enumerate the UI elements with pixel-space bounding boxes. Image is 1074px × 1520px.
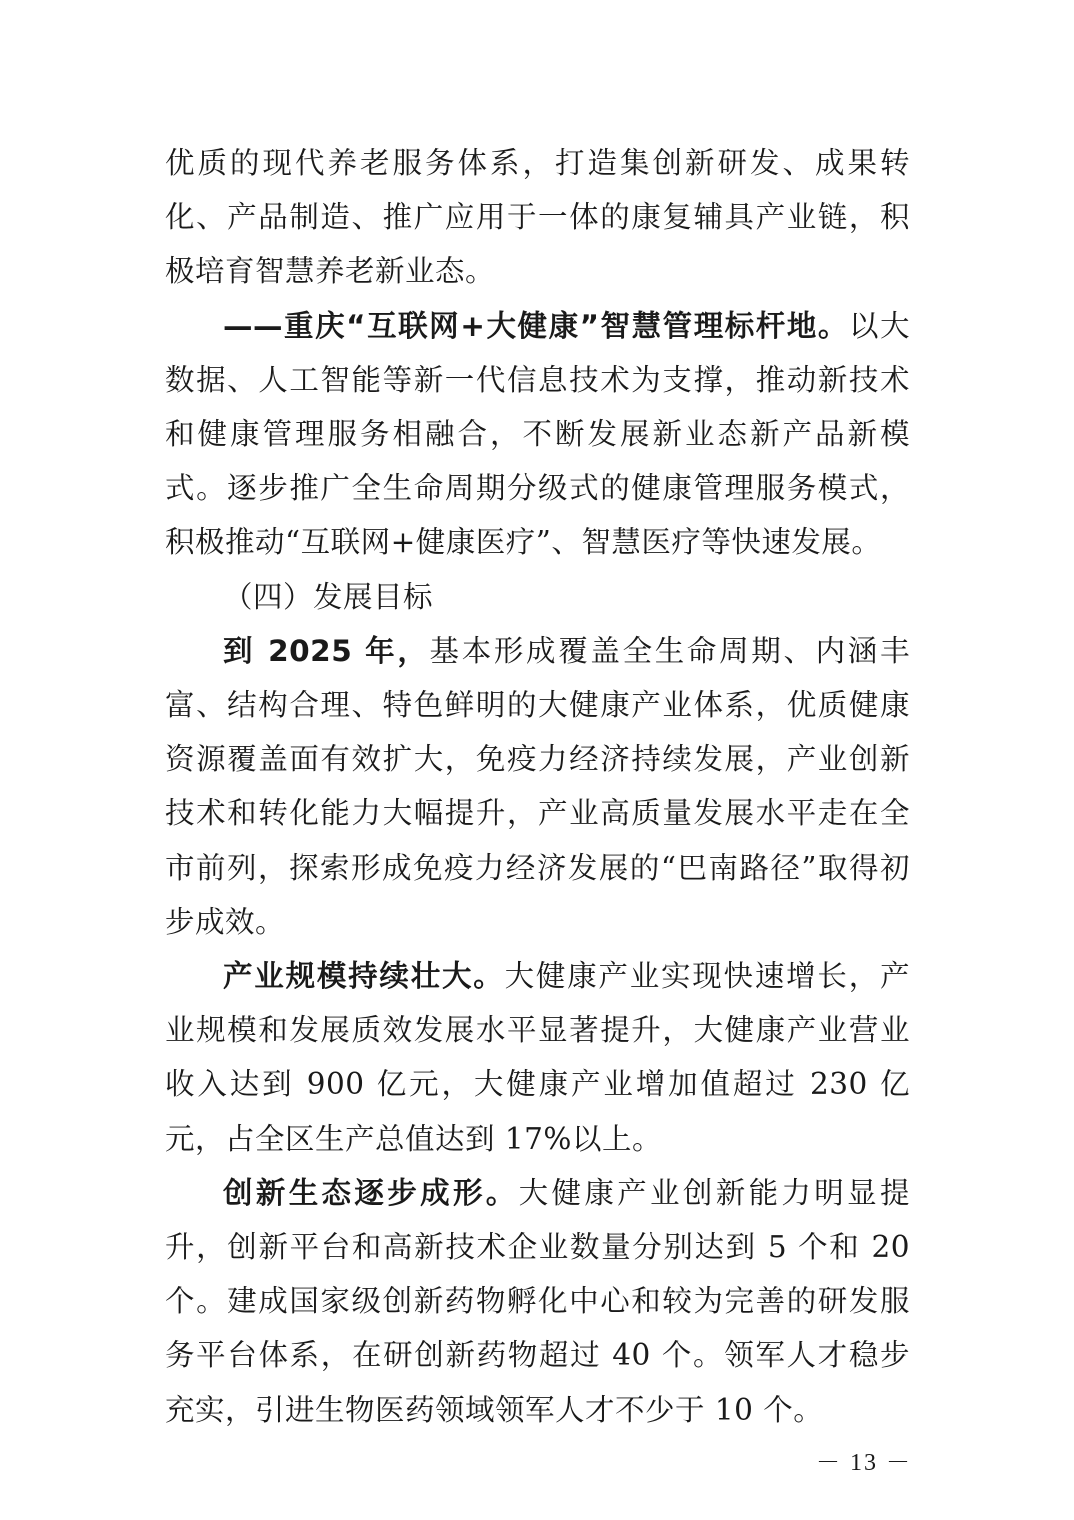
paragraph-innovation-ecology xyxy=(165,1166,910,1437)
paragraph-lead: 到 2025 年， xyxy=(223,633,430,668)
paragraph-industry-scale xyxy=(165,949,910,1166)
document-body xyxy=(165,136,910,1437)
paragraph-internet-health xyxy=(165,299,910,570)
paragraph-elderly-care xyxy=(165,136,910,299)
paragraph-text: 基本形成覆盖全生命周期、内涵丰富、结构合理、特色鲜明的大健康产业体系，优质健康资源覆盖面有效扩大，免疫力经济持续发展，产业创新技术和转化能力大幅提升，产业高质量发展水平走在全市前列，探索形成免疫力经济发展的“巴南路径”取得初步成效。 xyxy=(165,633,910,939)
paragraph-lead: ——重庆“互联网+大健康”智慧管理标杆地。 xyxy=(223,308,849,343)
paragraph-text: 大健康产业创新能力明显提升，创新平台和高新技术企业数量分别达到 5 个和 20 个。建成国家级创新药物孵化中心和较为完善的研发服务平台体系，在研创新药物超过 40 个。领军人才稳步充实，引进生物医药领域领军人才不少于 10 个。 xyxy=(165,1175,910,1427)
page-number: － 13 － xyxy=(816,1450,912,1476)
paragraph-lead: 产业规模持续壮大。 xyxy=(223,959,505,994)
section-heading: （四）发展目标 xyxy=(223,579,434,614)
paragraph-2025-goal xyxy=(165,624,910,949)
paragraph-text: 大健康产业实现快速增长，产业规模和发展质效发展水平显著提升，大健康产业营业收入达到 900 亿元，大健康产业增加值超过 230 亿元，占全区生产总值达到 17%以上。 xyxy=(165,959,910,1156)
paragraph-lead: 创新生态逐步成形。 xyxy=(223,1175,519,1210)
paragraph-text: 优质的现代养老服务体系，打造集创新研发、成果转化、产品制造、推广应用于一体的康复辅具产业链，积极培育智慧养老新业态。 xyxy=(165,146,910,289)
paragraph-text: 以大数据、人工智能等新一代信息技术为支撑，推动新技术和健康管理服务相融合，不断发展新业态新产品新模式。逐步推广全生命周期分级式的健康管理服务模式，积极推动“互联网+健康医疗”、智慧医疗等快速发展。 xyxy=(165,308,910,560)
